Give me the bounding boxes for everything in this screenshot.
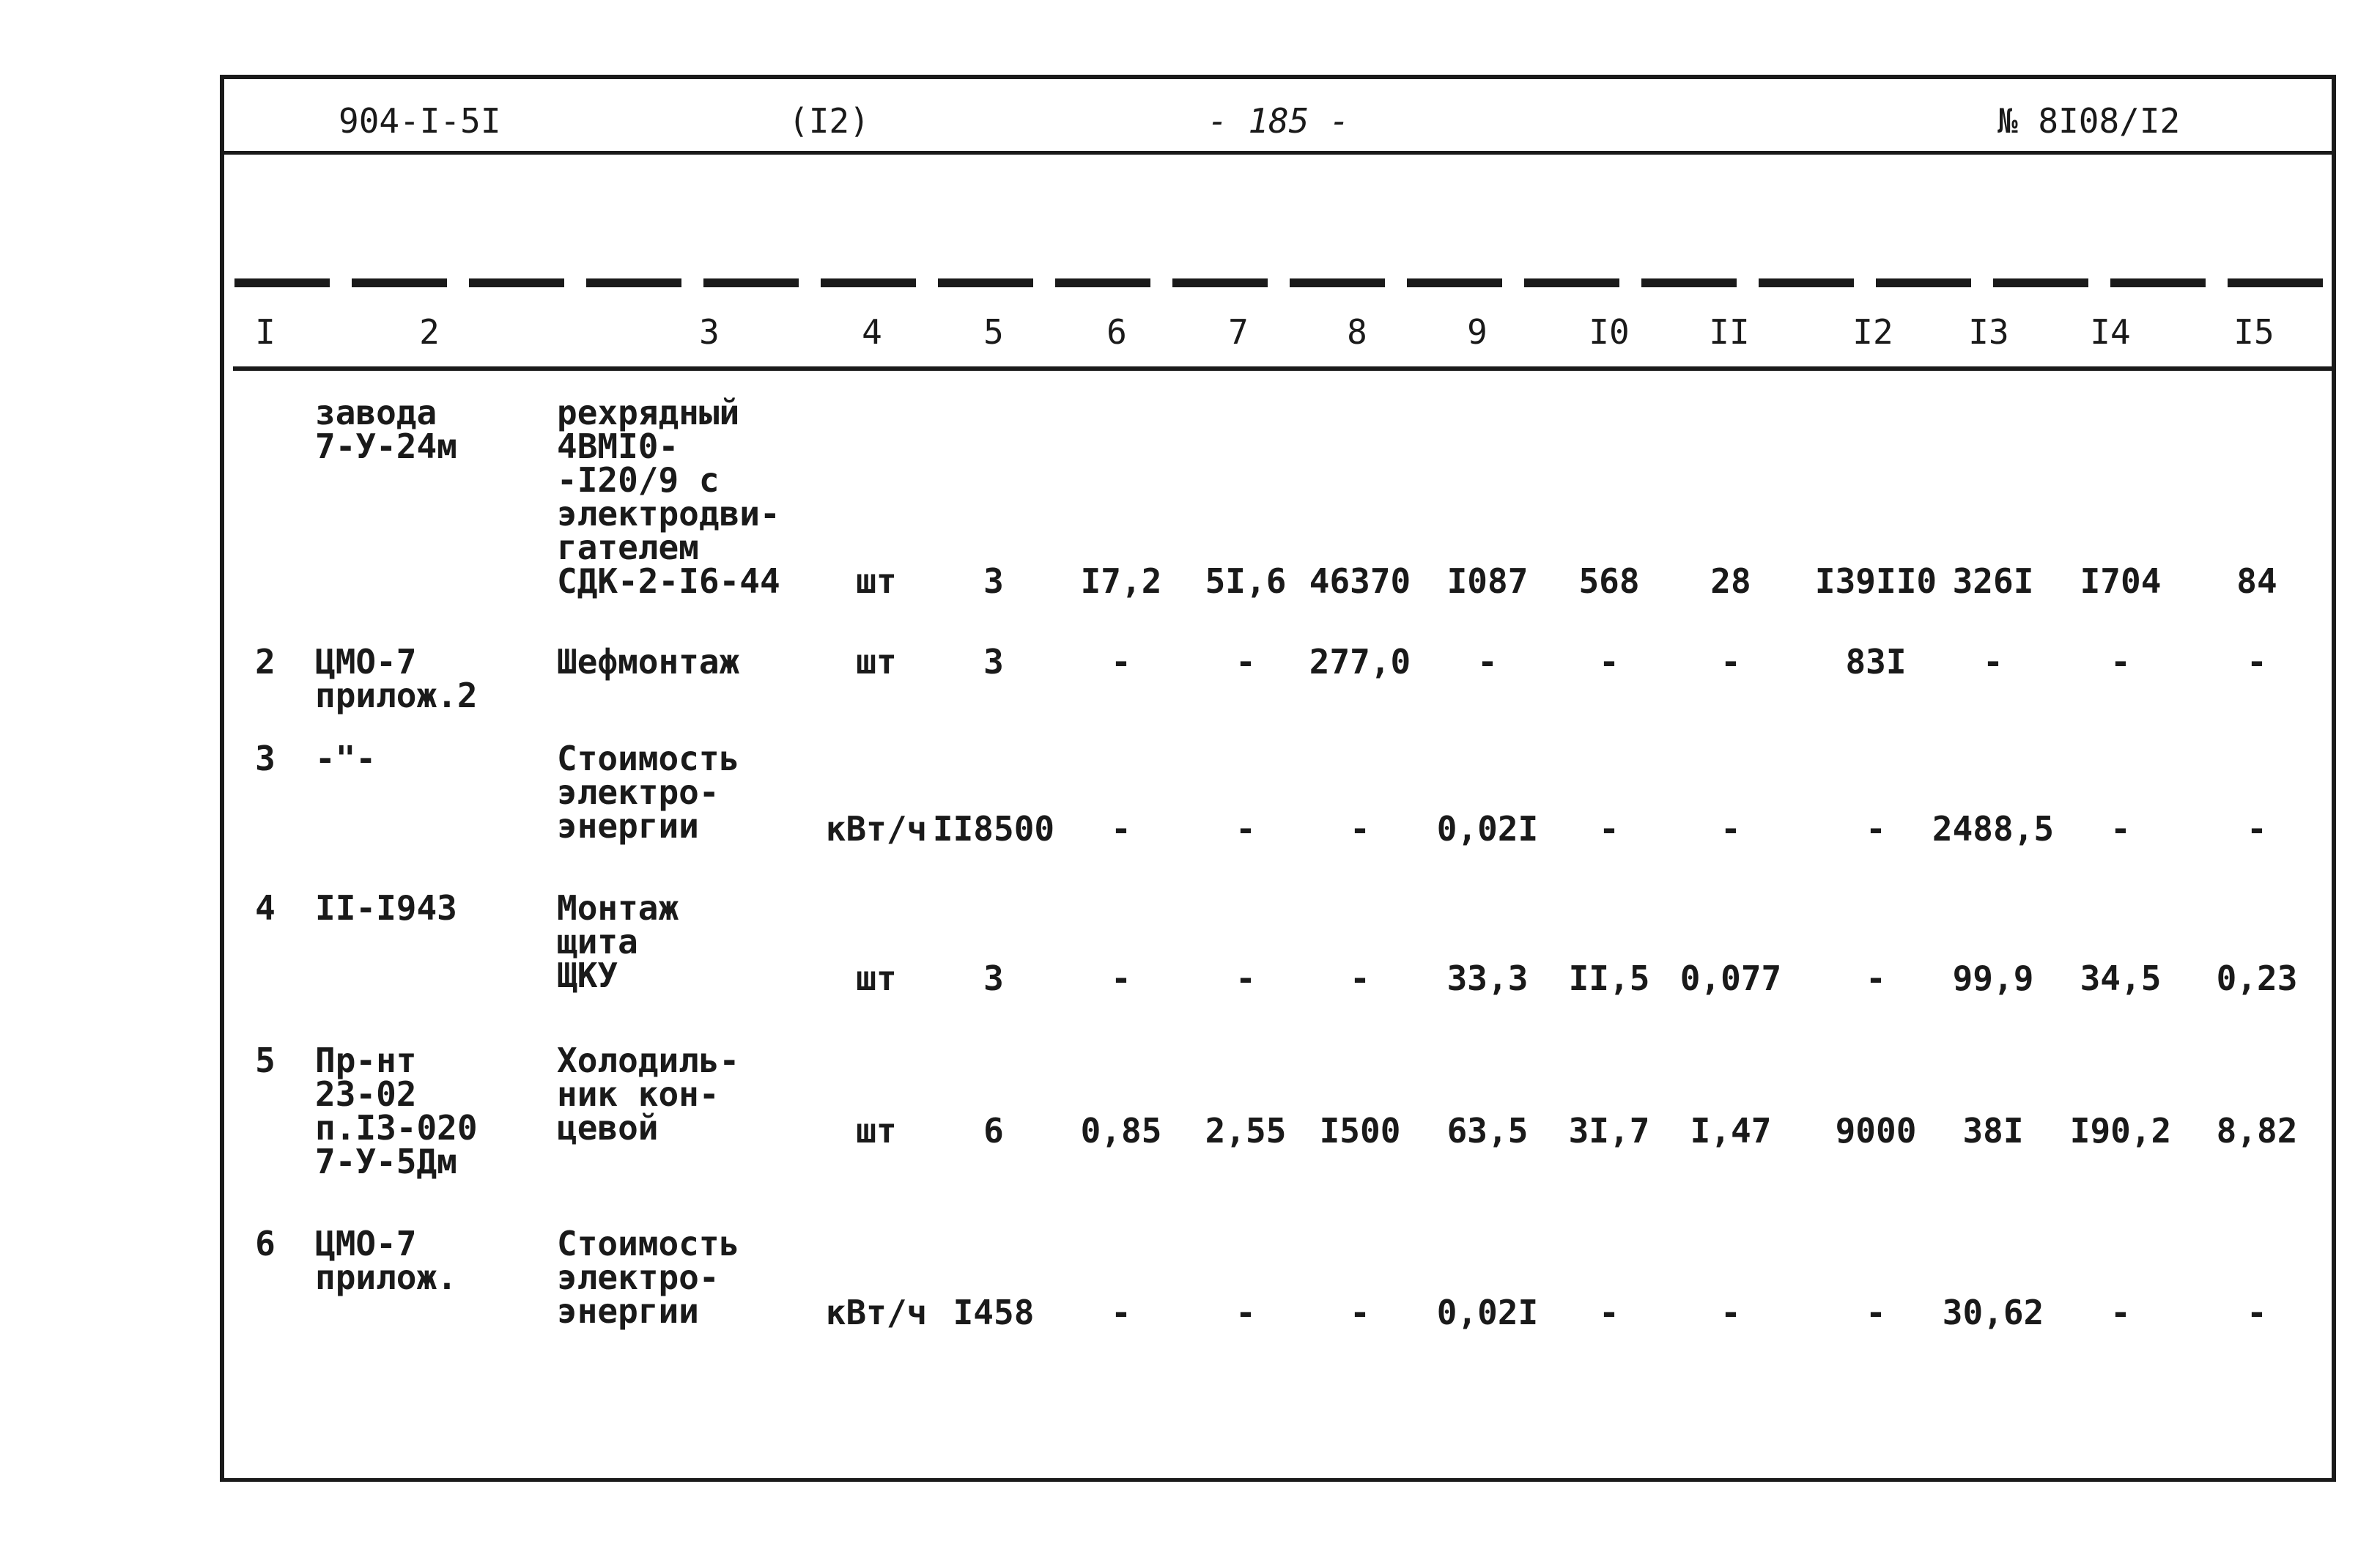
table-cell-c15: -: [2247, 809, 2267, 849]
column-number: 3: [699, 312, 720, 352]
table-cell-c10: -: [1599, 1293, 1619, 1332]
table-cell-c8: -: [1350, 1293, 1370, 1332]
column-number: II: [1709, 312, 1750, 352]
table-cell-c8: I500: [1319, 1111, 1401, 1151]
dashed-rule: [234, 278, 2330, 287]
table-cell-code: завода 7-У-24м: [315, 393, 457, 466]
table-cell-c14: I90,2: [2069, 1111, 2172, 1151]
table-cell-c12: I39II0: [1814, 561, 1937, 601]
table-cell-c11: I,47: [1690, 1111, 1772, 1151]
table-cell-c12: -: [1866, 959, 1886, 998]
table-cell-c13: 30,62: [1942, 1293, 2044, 1332]
column-header-rule: [233, 366, 2336, 371]
table-cell-c9: 0,02I: [1436, 809, 1539, 849]
table-cell-c6: -: [1111, 959, 1131, 998]
table-cell-qty: 3: [983, 561, 1004, 601]
column-number: I0: [1589, 312, 1630, 352]
table-cell-c8: -: [1350, 959, 1370, 998]
column-number: I3: [1968, 312, 2009, 352]
table-cell-n: 6: [255, 1224, 276, 1263]
table-cell-c12: -: [1866, 809, 1886, 849]
table-cell-qty: I458: [953, 1293, 1035, 1332]
table-cell-c15: -: [2247, 1293, 2267, 1332]
table-cell-c8: 46370: [1309, 561, 1411, 601]
column-number: 9: [1467, 312, 1488, 352]
table-cell-name: Холодиль- ник кон- цевой: [557, 1041, 740, 1148]
column-number: I4: [2090, 312, 2131, 352]
table-cell-c11: 0,077: [1679, 959, 1782, 998]
sheet-reference: № 8I08/I2: [1998, 101, 2181, 141]
table-cell-c7: -: [1235, 959, 1256, 998]
table-cell-unit: шт: [856, 642, 897, 682]
table-cell-c13: -: [1983, 642, 2003, 682]
section-number: (I2): [788, 101, 870, 141]
table-cell-c8: -: [1350, 809, 1370, 849]
column-number: I: [255, 312, 276, 352]
table-cell-c14: 34,5: [2080, 959, 2162, 998]
table-cell-c14: I704: [2080, 561, 2162, 601]
table-cell-c9: 0,02I: [1436, 1293, 1539, 1332]
table-cell-c10: 568: [1578, 561, 1640, 601]
column-number: I2: [1852, 312, 1893, 352]
table-cell-c15: 84: [2236, 561, 2277, 601]
doc-code: 904-I-5I: [339, 101, 501, 141]
column-number: 4: [862, 312, 882, 352]
column-number: 7: [1228, 312, 1249, 352]
table-cell-c14: -: [2110, 809, 2131, 849]
table-cell-c7: -: [1235, 642, 1256, 682]
table-cell-c13: 99,9: [1952, 959, 2034, 998]
column-number: 6: [1106, 312, 1127, 352]
table-cell-code: Пр-нт 23-02 п.I3-020 7-У-5Дм: [315, 1041, 478, 1181]
table-cell-n: 2: [255, 642, 276, 682]
table-cell-c15: 8,82: [2216, 1111, 2298, 1151]
table-cell-c6: 0,85: [1080, 1111, 1162, 1151]
table-cell-code: II-I943: [315, 888, 457, 928]
table-cell-c7: -: [1235, 1293, 1256, 1332]
table-cell-c11: -: [1721, 809, 1741, 849]
table-cell-c7: 5I,6: [1205, 561, 1287, 601]
table-cell-c14: -: [2110, 642, 2131, 682]
table-cell-c14: -: [2110, 1293, 2131, 1332]
table-cell-c6: -: [1111, 642, 1131, 682]
table-cell-qty: 3: [983, 642, 1004, 682]
table-cell-name: Шефмонтаж: [557, 642, 740, 682]
column-number: 2: [419, 312, 440, 352]
table-cell-qty: 6: [983, 1111, 1004, 1151]
header-rule: [220, 151, 2336, 155]
table-cell-c11: 28: [1710, 561, 1751, 601]
table-cell-c9: -: [1477, 642, 1498, 682]
table-cell-c13: 2488,5: [1932, 809, 2055, 849]
table-cell-n: 3: [255, 739, 276, 778]
table-cell-c9: 33,3: [1446, 959, 1529, 998]
table-cell-n: 4: [255, 888, 276, 928]
table-cell-n: 5: [255, 1041, 276, 1080]
table-cell-c10: 3I,7: [1568, 1111, 1650, 1151]
page-number: - 185 -: [1208, 101, 1350, 141]
column-number: 8: [1347, 312, 1367, 352]
table-cell-c7: 2,55: [1205, 1111, 1287, 1151]
table-cell-name: Стоимость электро- энергии: [557, 1224, 740, 1331]
table-cell-c11: -: [1721, 1293, 1741, 1332]
table-cell-c15: 0,23: [2216, 959, 2298, 998]
table-cell-c9: 63,5: [1446, 1111, 1529, 1151]
table-cell-c10: -: [1599, 642, 1619, 682]
table-cell-c10: -: [1599, 809, 1619, 849]
table-cell-c13: 326I: [1952, 561, 2034, 601]
table-cell-name: Монтаж щита ЩКУ: [557, 888, 679, 995]
table-cell-c11: -: [1721, 642, 1741, 682]
column-number: 5: [983, 312, 1004, 352]
table-cell-qty: II8500: [932, 809, 1055, 849]
table-cell-c15: -: [2247, 642, 2267, 682]
table-cell-c9: I087: [1446, 561, 1529, 601]
table-cell-code: -"-: [315, 739, 377, 778]
table-cell-unit: шт: [856, 1111, 897, 1151]
table-cell-c6: -: [1111, 809, 1131, 849]
table-cell-c12: 83I: [1845, 642, 1907, 682]
table-cell-c6: -: [1111, 1293, 1131, 1332]
table-cell-unit: шт: [856, 959, 897, 998]
table-cell-name: Стоимость электро- энергии: [557, 739, 740, 846]
table-cell-unit: кВт/ч: [825, 809, 928, 849]
table-cell-code: ЦМО-7 прилож.: [315, 1224, 457, 1297]
table-cell-unit: кВт/ч: [825, 1293, 928, 1332]
table-cell-c12: -: [1866, 1293, 1886, 1332]
table-cell-c12: 9000: [1835, 1111, 1917, 1151]
table-cell-c10: II,5: [1568, 959, 1650, 998]
column-number: I5: [2233, 312, 2274, 352]
table-cell-c7: -: [1235, 809, 1256, 849]
table-cell-code: ЦМО-7 прилож.2: [315, 642, 478, 715]
table-cell-c13: 38I: [1962, 1111, 2024, 1151]
table-cell-c8: 277,0: [1309, 642, 1411, 682]
table-cell-c6: I7,2: [1080, 561, 1162, 601]
table-cell-qty: 3: [983, 959, 1004, 998]
table-cell-name: рехрядный 4ВМI0- -I20/9 с электродви- гателем СДК-2-I6-44: [557, 393, 780, 601]
table-cell-unit: шт: [856, 561, 897, 601]
